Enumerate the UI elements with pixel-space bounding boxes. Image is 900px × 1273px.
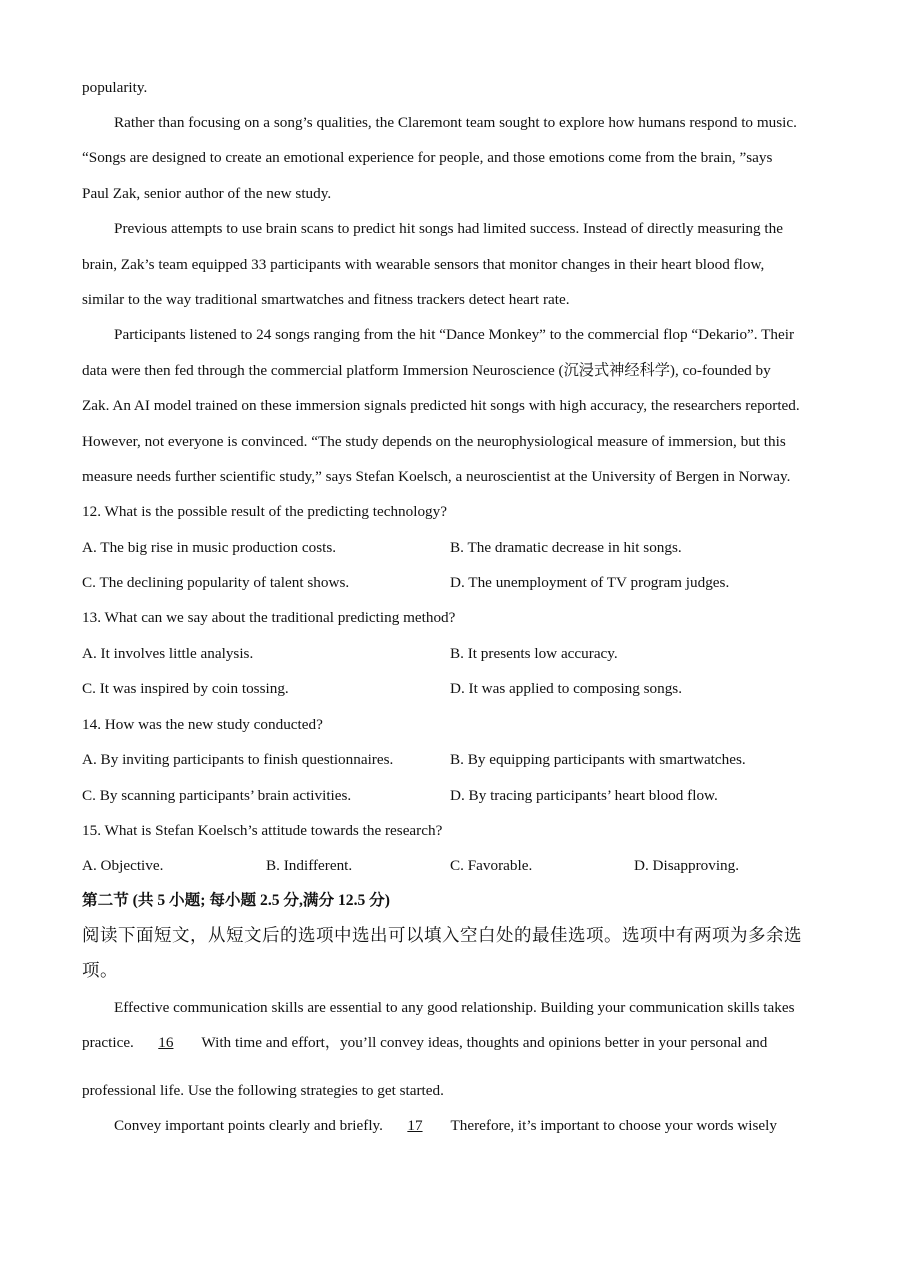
text-fragment: With time and effort，you’ll convey ideas, thoughts and opinions better in your personal and xyxy=(197,1034,768,1051)
text-fragment: practice. xyxy=(82,1034,134,1051)
answer-option: D. It was applied to composing songs. xyxy=(450,680,683,697)
passage-text-line: However, not everyone is convinced. “The study depends on the neurophysiological measure of immersion, but this xyxy=(82,433,786,450)
text-fragment: Convey important points clearly and briefly. xyxy=(114,1117,383,1134)
blank-16: 16 xyxy=(158,1034,174,1051)
passage-text-line xyxy=(82,1033,767,1053)
answer-option: C. It was inspired by coin tossing. xyxy=(82,680,289,697)
passage-text-line: brain, Zak’s team equipped 33 participants with wearable sensors that monitor changes in their heart blood flow, xyxy=(82,256,765,273)
answer-option: A. Objective. xyxy=(82,857,164,874)
passage-text-line: measure needs further scientific study,” says Stefan Koelsch, a neuroscientist at the University of Bergen in Norway. xyxy=(82,468,791,485)
question-stem: 15. What is Stefan Koelsch’s attitude towards the research? xyxy=(82,822,443,839)
passage-text-line: Effective communication skills are essential to any good relationship. Building your communication skills takes xyxy=(114,999,795,1016)
answer-option: D. Disapproving. xyxy=(634,857,740,874)
answer-option: C. By scanning participants’ brain activities. xyxy=(82,787,352,804)
answer-option: C. The declining popularity of talent shows. xyxy=(82,574,350,591)
question-stem: 14. How was the new study conducted? xyxy=(82,716,323,733)
section-instruction: 阅读下面短文，从短文后的选项中选出可以填入空白处的最佳选项。选项中有两项为多余选 xyxy=(82,926,802,946)
answer-option: B. The dramatic decrease in hit songs. xyxy=(450,539,682,556)
passage-text-line: Paul Zak, senior author of the new study. xyxy=(82,185,332,202)
answer-option: B. By equipping participants with smartwatches. xyxy=(450,751,746,768)
section-heading: 第二节 (共 5 小题; 每小题 2.5 分,满分 12.5 分) xyxy=(82,892,390,909)
blank-17: 17 xyxy=(407,1117,423,1134)
answer-option: D. By tracing participants’ heart blood flow. xyxy=(450,787,718,804)
answer-option: D. The unemployment of TV program judges. xyxy=(450,574,730,591)
question-stem: 13. What can we say about the traditional predicting method? xyxy=(82,609,456,626)
question-stem: 12. What is the possible result of the predicting technology? xyxy=(82,503,447,520)
passage-text-line: professional life. Use the following strategies to get started. xyxy=(82,1082,444,1099)
passage-text-line xyxy=(114,1116,777,1136)
answer-option: B. It presents low accuracy. xyxy=(450,645,618,662)
passage-text-line: Zak. An AI model trained on these immersion signals predicted hit songs with high accuracy, the researchers reported. xyxy=(82,397,800,414)
passage-text-line: similar to the way traditional smartwatches and fitness trackers detect heart rate. xyxy=(82,291,570,308)
answer-option: B. Indifferent. xyxy=(266,857,353,874)
passage-text-line: Rather than focusing on a song’s qualities, the Claremont team sought to explore how humans respond to music. xyxy=(114,114,797,131)
passage-text-line: popularity. xyxy=(82,79,148,96)
answer-option: A. It involves little analysis. xyxy=(82,645,254,662)
passage-text-line: Participants listened to 24 songs ranging from the hit “Dance Monkey” to the commercial flop “Dekario”. Their xyxy=(114,326,795,343)
answer-option: A. The big rise in music production costs. xyxy=(82,539,337,556)
answer-option: C. Favorable. xyxy=(450,857,533,874)
section-instruction: 项。 xyxy=(82,961,118,981)
text-fragment: Therefore, it’s important to choose your words wisely xyxy=(446,1117,777,1134)
passage-text-line: Previous attempts to use brain scans to predict hit songs had limited success. Instead of directly measuring the xyxy=(114,220,783,237)
passage-text-line: “Songs are designed to create an emotional experience for people, and those emotions come from the brain, ”says xyxy=(82,149,773,166)
passage-text-line: data were then fed through the commercial platform Immersion Neuroscience (沉浸式神经科学), co-founded by xyxy=(82,362,771,379)
answer-option: A. By inviting participants to finish questionnaires. xyxy=(82,751,394,768)
